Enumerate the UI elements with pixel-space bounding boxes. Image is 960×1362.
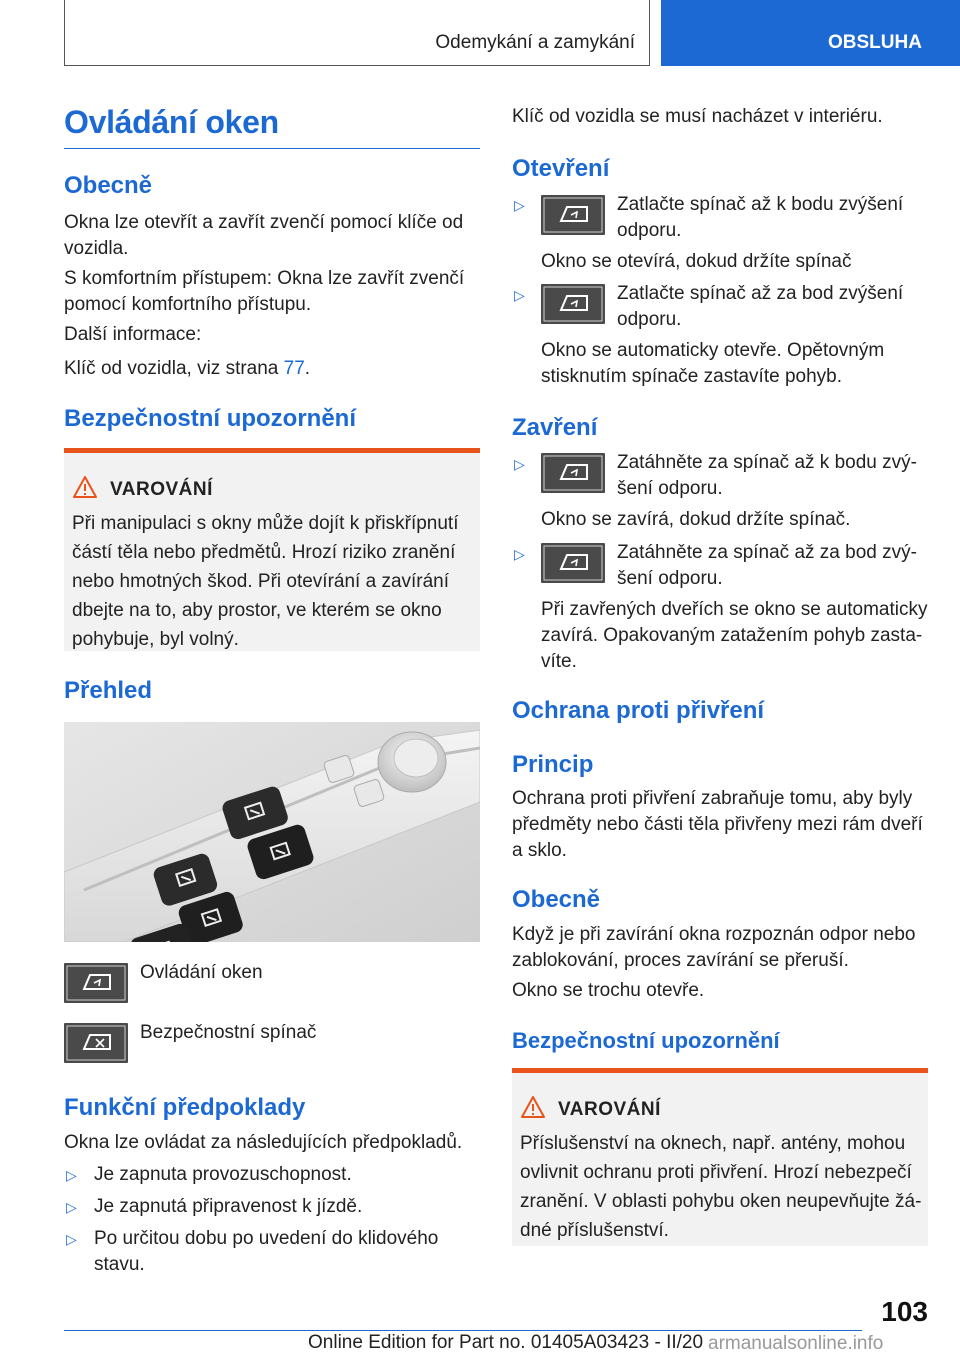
header-section-tab [661,0,960,66]
heading-opening: Otevření [512,155,610,182]
key-note: Klíč od vozidla se musí nacházet v interiéru. [512,106,883,127]
heading-closing: Zavření [512,414,598,441]
pinch-general-p2: Okno se trochu otevře. [512,980,705,1001]
warning-title: VAROVÁNÍ [110,479,213,500]
requirement-item: Je zapnuta provozuschopnost. [94,1164,352,1185]
heading-general-pinch: Obecně [512,886,601,913]
heading-general: Obecně [64,172,153,199]
principle-text: Ochrana proti přivření zabraňuje tomu, aby byly předměty nebo části těla přivřeny mezi rám dveří a sklo. [512,788,923,861]
footer-rule [64,1330,862,1331]
bullet-triangle-icon: ▷ [66,1199,77,1215]
warning-body: Příslušenství na oknech, např. antény, mohou ovlivnit ochranu proti přivření. Hrozí nebezpečí zranění. V oblasti pohybu oken neupevňujte žádné příslušenství. [520,1133,922,1241]
closing-step2-result: Při zavřených dveřích se okno se automaticky zavírá. Opakovaným zatažením pohyb zastavíte. [541,599,928,672]
bullet-triangle-icon: ▷ [514,456,525,472]
warning-triangle-icon [520,1095,546,1119]
window-control-icon [64,963,128,1003]
warning-box-pinch [64,448,480,651]
safety-switch-icon [64,1023,128,1063]
warning-body: Při manipulaci s okny může dojít k přiskřípnutí částí těla nebo předmětů. Hrozí riziko zranění nebo hmotných škod. Při otevírání a zavírání dbejte na to, aby prostor, ve kterém se okno pohybuje, byl volný. [72,513,459,650]
heading-requirements: Funkční předpoklady [64,1094,306,1121]
opening-step2-result: Okno se automaticky otevře. Opětovným stisknutím spínače zastavíte pohyb. [541,340,885,387]
heading-overview: Přehled [64,677,153,704]
heading-safety: Bezpečnostní upozornění [64,405,357,432]
warning-box-accessories [512,1068,928,1246]
header-chapter-box [64,0,650,66]
general-p2: S komfortním přístupem: Okna lze zavřít zvenčí pomocí komfortního přístupu. [64,268,465,315]
section-title: OBSLUHA [828,32,922,53]
heading-pinch-protection: Ochrana proti přivření [512,697,765,724]
bullet-triangle-icon: ▷ [514,546,525,562]
legend-window-control: Ovládání oken [140,962,263,983]
general-p3: Další informace: [64,324,202,345]
general-p4: Klíč od vozidla, viz strana 77. [64,358,311,379]
watermark: armanualsonline.info [708,1333,884,1354]
closing-step2: Zatáhněte za spínač až za bod zvýšení odporu. [617,542,917,589]
requirements-intro: Okna lze ovládat za následujících předpokladů. [64,1132,463,1153]
bullet-triangle-icon: ▷ [66,1231,77,1247]
window-switch-photo [64,722,480,942]
warning-triangle-icon [72,475,98,499]
heading-safety-pinch: Bezpečnostní upozornění [512,1028,780,1053]
window-control-icon [541,284,605,324]
requirement-item: Po určitou dobu po uvedení do klidového stavu. [94,1228,439,1275]
closing-step1-result: Okno se zavírá, dokud držíte spínač. [541,509,851,530]
heading-principle: Princip [512,751,594,778]
edition-note: Online Edition for Part no. 01405A03423 - II/20 [308,1332,704,1353]
page-number: 103 [881,1296,928,1327]
opening-step2: Zatlačte spínač až za bod zvýšení odporu. [617,283,904,330]
bullet-triangle-icon: ▷ [514,287,525,303]
page-link-77[interactable]: 77 [283,358,305,379]
closing-step1: Zatáhněte za spínač až k bodu zvýšení odporu. [617,452,917,499]
window-control-icon [541,195,605,235]
page-title: Ovládání oken [64,104,279,140]
window-control-icon [541,453,605,493]
window-control-icon [541,543,605,583]
opening-step1: Zatlačte spínač až k bodu zvýšení odporu. [617,194,904,241]
bullet-triangle-icon: ▷ [514,197,525,213]
chapter-title: Odemykání a zamykání [435,32,635,53]
pinch-general-p1: Když je při zavírání okna rozpoznán odpor nebo zablokování, proces zavírání se přeruší. [512,924,916,971]
bullet-triangle-icon: ▷ [66,1167,77,1183]
title-rule [64,148,480,149]
requirement-item: Je zapnutá připravenost k jízdě. [94,1196,363,1217]
opening-step1-result: Okno se otevírá, dokud držíte spínač [541,251,852,272]
warning-title: VAROVÁNÍ [558,1099,661,1120]
general-p1: Okna lze otevřít a zavřít zvenčí pomocí klíče od vozidla. [64,212,464,259]
legend-safety-switch: Bezpečnostní spínač [140,1022,317,1043]
